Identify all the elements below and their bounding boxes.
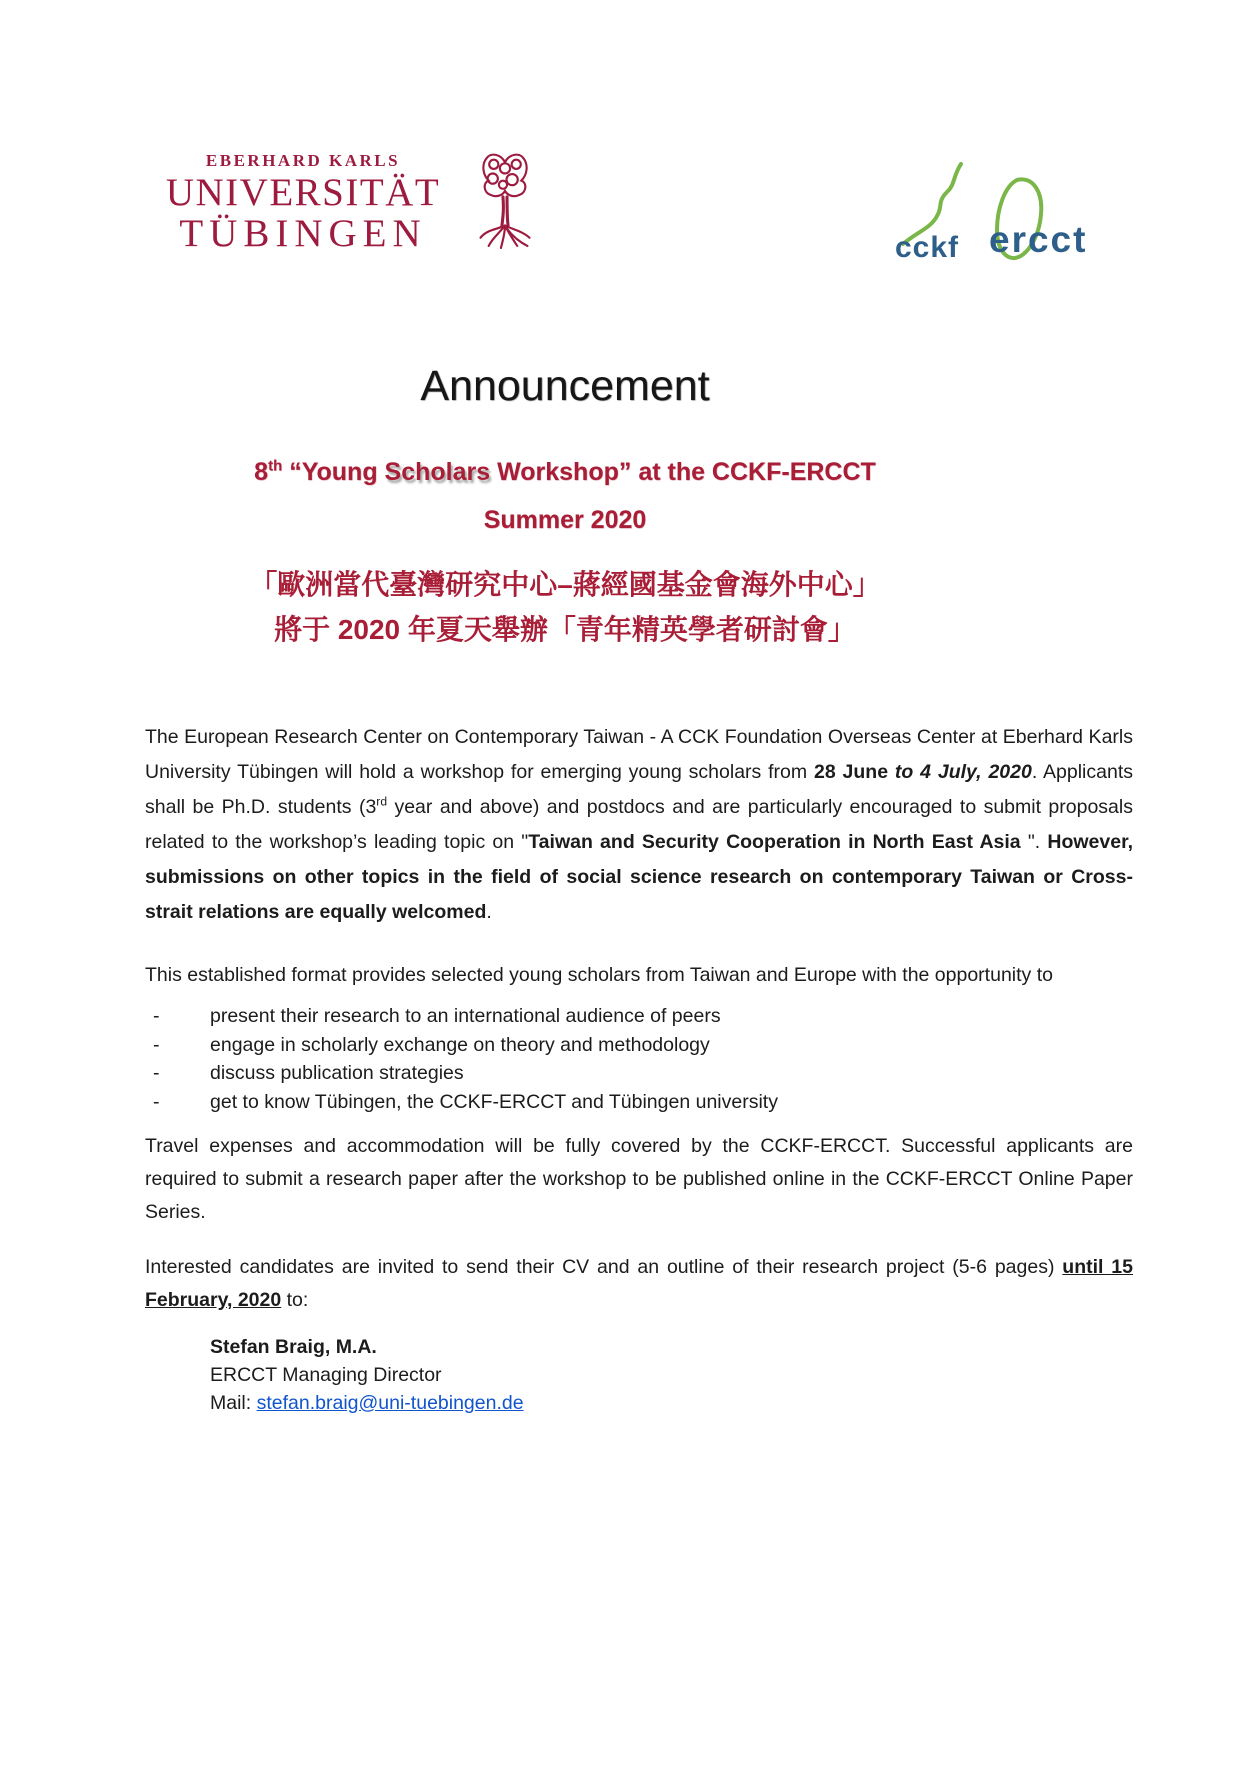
travel-expenses-paragraph: Travel expenses and accommodation will be fully covered by the CCKF-ERCCT. Successful applicants are required to submit a research paper after the workshop to be published online in the CCKF-ERCCT Online Paper Series. bbox=[145, 1135, 1133, 1223]
opportunities-list bbox=[145, 1002, 1133, 1116]
application-paragraph: Interested candidates are invited to send their CV and an outline of their research project (5-6 pages) until 15 February, 2020 to: bbox=[145, 1256, 1133, 1311]
mail-label: Mail: bbox=[210, 1392, 257, 1414]
list-item-text: present their research to an international audience of peers bbox=[210, 1005, 721, 1027]
list-item bbox=[145, 1031, 1133, 1060]
workshop-subtitle-line2: Summer 2020 bbox=[483, 506, 647, 534]
list-item-text: get to know Tübingen, the CCKF-ERCCT and Tübingen university bbox=[210, 1090, 778, 1113]
chinese-title-line1: 「歐洲當代臺灣研究中心–蔣經國基金會海外中心」 bbox=[249, 569, 881, 600]
format-paragraph: This established format provides selected young scholars from Taiwan and Europe with the opportunity to bbox=[145, 964, 1053, 986]
subtitle-scholars-word: Scholars bbox=[384, 458, 491, 486]
page-title: Announcement bbox=[420, 362, 710, 410]
cckf-ercct-logo bbox=[893, 150, 1093, 268]
contact-role: ERCCT Managing Director bbox=[210, 1364, 442, 1386]
subtitle-mid: “Young bbox=[282, 458, 385, 486]
university-logo-line1: EBERHARD KARLS bbox=[205, 151, 401, 170]
tree-roots bbox=[481, 226, 530, 248]
email-link[interactable]: stefan.braig@uni-tuebingen.de bbox=[256, 1392, 524, 1414]
subtitle-tail: Workshop” at the CCKF-ERCCT bbox=[490, 458, 876, 486]
list-item-text: discuss publication strategies bbox=[210, 1062, 464, 1084]
dash-bullet: - bbox=[153, 1090, 160, 1113]
dash-bullet: - bbox=[153, 1033, 160, 1056]
dash-bullet: - bbox=[153, 1062, 160, 1084]
ercct-logo-text: ercct bbox=[989, 219, 1088, 260]
tree-emblem-svg bbox=[478, 148, 532, 250]
tree-trunk bbox=[502, 197, 508, 226]
dash-bullet: - bbox=[153, 1005, 160, 1027]
workshop-subtitle-line1 bbox=[145, 458, 985, 487]
cckf-ercct-logo-svg bbox=[893, 150, 1093, 268]
list-item bbox=[145, 1088, 1133, 1117]
cckf-logo-text: cckf bbox=[895, 231, 960, 264]
chinese-title-line2: 將于 2020 年夏天舉辦「青年精英學者研討會」 bbox=[274, 614, 856, 645]
university-logo-line3: TÜBINGEN bbox=[179, 212, 427, 255]
list-item bbox=[145, 1059, 1133, 1088]
subtitle-ordinal-suffix: th bbox=[268, 457, 283, 475]
list-item bbox=[145, 1002, 1133, 1031]
list-item-text: engage in scholarly exchange on theory and methodology bbox=[210, 1033, 710, 1056]
contact-block bbox=[210, 1333, 1133, 1417]
university-logo-line2: UNIVERSITÄT bbox=[165, 171, 441, 214]
university-tuebingen-logo bbox=[158, 152, 448, 253]
document-body bbox=[145, 720, 1133, 1417]
intro-paragraph: The European Research Center on Contemporary Taiwan - A CCK Foundation Overseas Center at Eberhard Karls University Tübingen will hold a workshop for emerging young scholars from 28 June to 4 July, 2020. Applicants shall be Ph.D. students (3rd year and above) and postdocs and are particularly encouraged to submit proposals related to the workshop’s leading topic on "Taiwan and Security Cooperation in North East Asia ". However, submissions on other topics in the field of social science research on contemporary Taiwan or Cross-strait relations are equally welcomed. bbox=[145, 726, 1134, 923]
contact-name: Stefan Braig, M.A. bbox=[210, 1336, 377, 1358]
contact-mail-line bbox=[210, 1389, 1133, 1417]
tuebingen-tree-icon bbox=[478, 148, 532, 250]
subtitle-number: 8 bbox=[254, 458, 269, 486]
